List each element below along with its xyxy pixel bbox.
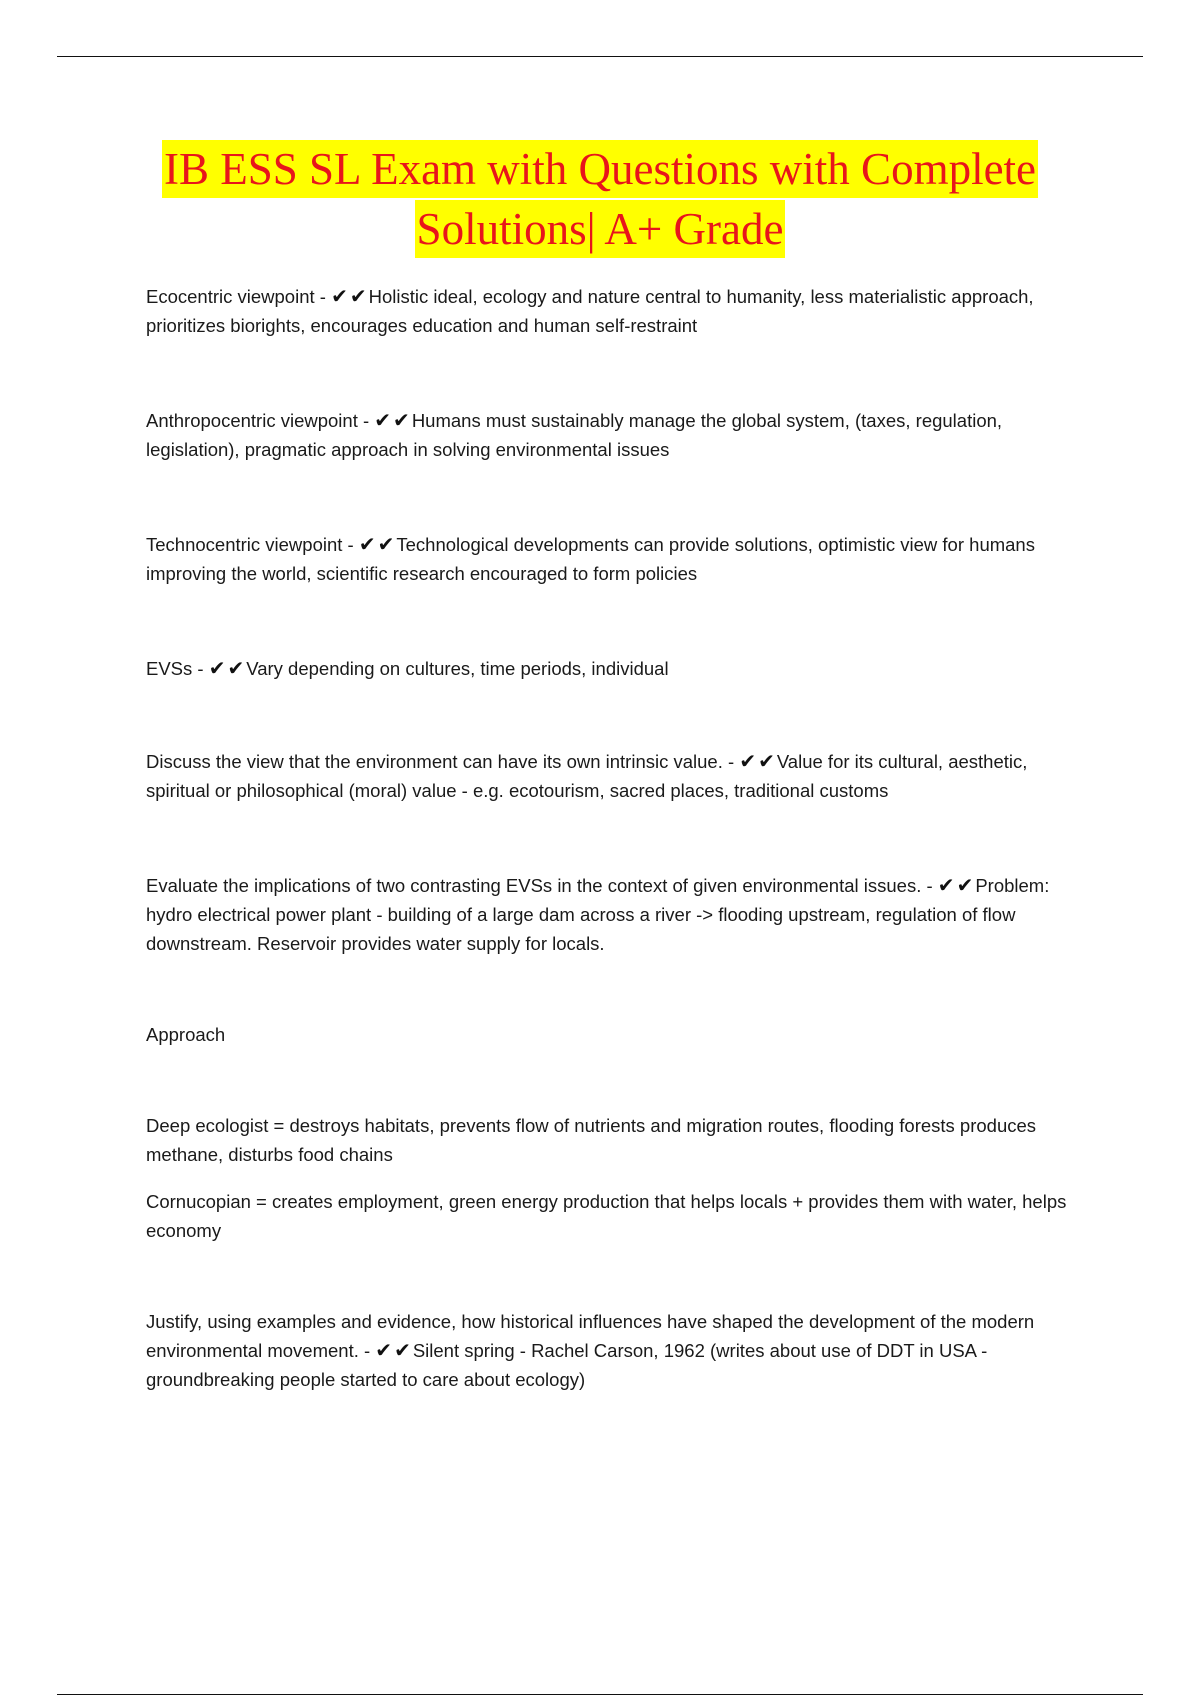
check-icon: ✔ [358,532,376,556]
check-icon: ✔ [349,284,367,308]
question-text: Justify, using examples and evidence, how historical influences have shaped the development of the modern environmental movement. - [146,1311,1035,1361]
check-icon: ✔ [758,749,775,773]
answer-text: Silent spring - Rachel Carson, 1962 (writes about use of DDT in USA - groundbreaking people started to care about ecology) [146,1340,988,1390]
check-icon: ✔ [227,656,245,680]
approach-text: Approach [146,1024,226,1045]
check-icon: ✔ [394,1338,411,1362]
question-text: Technocentric viewpoint - [146,534,359,555]
qa-entry-evss [146,654,1086,683]
check-icon: ✔ [331,284,348,308]
title-line-1: IB ESS SL Exam with Questions with Complete [162,140,1038,198]
qa-entry-intrinsic-value [146,747,1086,805]
qa-entry-anthropocentric [146,406,1086,464]
answer-text: Vary depending on cultures, time periods, individual [246,658,669,679]
question-text: Ecocentric viewpoint - [146,286,332,307]
deep-ecologist-text: Deep ecologist = destroys habitats, prevents flow of nutrients and migration routes, flooding forests produces methane, disturbs food chains [146,1115,1037,1165]
check-icon: ✔ [393,408,410,432]
qa-entry-historical-influences [146,1307,1086,1394]
check-icon: ✔ [739,749,757,773]
document-body [146,282,1086,1394]
footer-rule [57,1694,1143,1695]
answer-text: Humans must sustainably manage the global system, (taxes, regulation, legislation), pragmatic approach in solving environmental issues [146,410,1003,460]
answer-text: Technological developments can provide solutions, optimistic view for humans improving the world, scientific research encouraged to form policies [146,534,1035,584]
question-text: Anthropocentric viewpoint - [146,410,375,431]
qa-entry-evaluate-evss [146,871,1086,958]
title-line-2: Solutions| A+ Grade [415,200,786,258]
check-icon: ✔ [937,873,955,897]
cornucopian-text: Cornucopian = creates employment, green energy production that helps locals + provides them with water, helps economy [146,1191,1067,1241]
deep-ecologist-paragraph [146,1111,1086,1169]
check-icon: ✔ [208,656,226,680]
check-icon: ✔ [375,1338,393,1362]
check-icon: ✔ [956,873,974,897]
qa-entry-ecocentric [146,282,1086,340]
cornucopian-paragraph [146,1187,1086,1245]
approach-heading [146,1020,1086,1049]
check-icon: ✔ [377,532,395,556]
qa-entry-technocentric [146,530,1086,588]
question-text: EVSs - [146,658,209,679]
question-text: Discuss the view that the environment can have its own intrinsic value. - [146,751,740,772]
answer-text: Holistic ideal, ecology and nature central to humanity, less materialistic approach, prioritizes biorights, encourages education and human self-restraint [146,286,1034,336]
answer-text: Value for its cultural, aesthetic, spiritual or philosophical (moral) value - e.g. ecotourism, sacred places, traditional customs [146,751,1028,801]
check-icon: ✔ [374,408,392,432]
document-title [0,140,1200,260]
answer-text: Problem: hydro electrical power plant - building of a large dam across a river -> flooding upstream, regulation of flow downstream. Reservoir provides water supply for locals. [146,875,1050,954]
header-rule [57,56,1143,57]
question-text: Evaluate the implications of two contrasting EVSs in the context of given environmental issues. - [146,875,938,896]
